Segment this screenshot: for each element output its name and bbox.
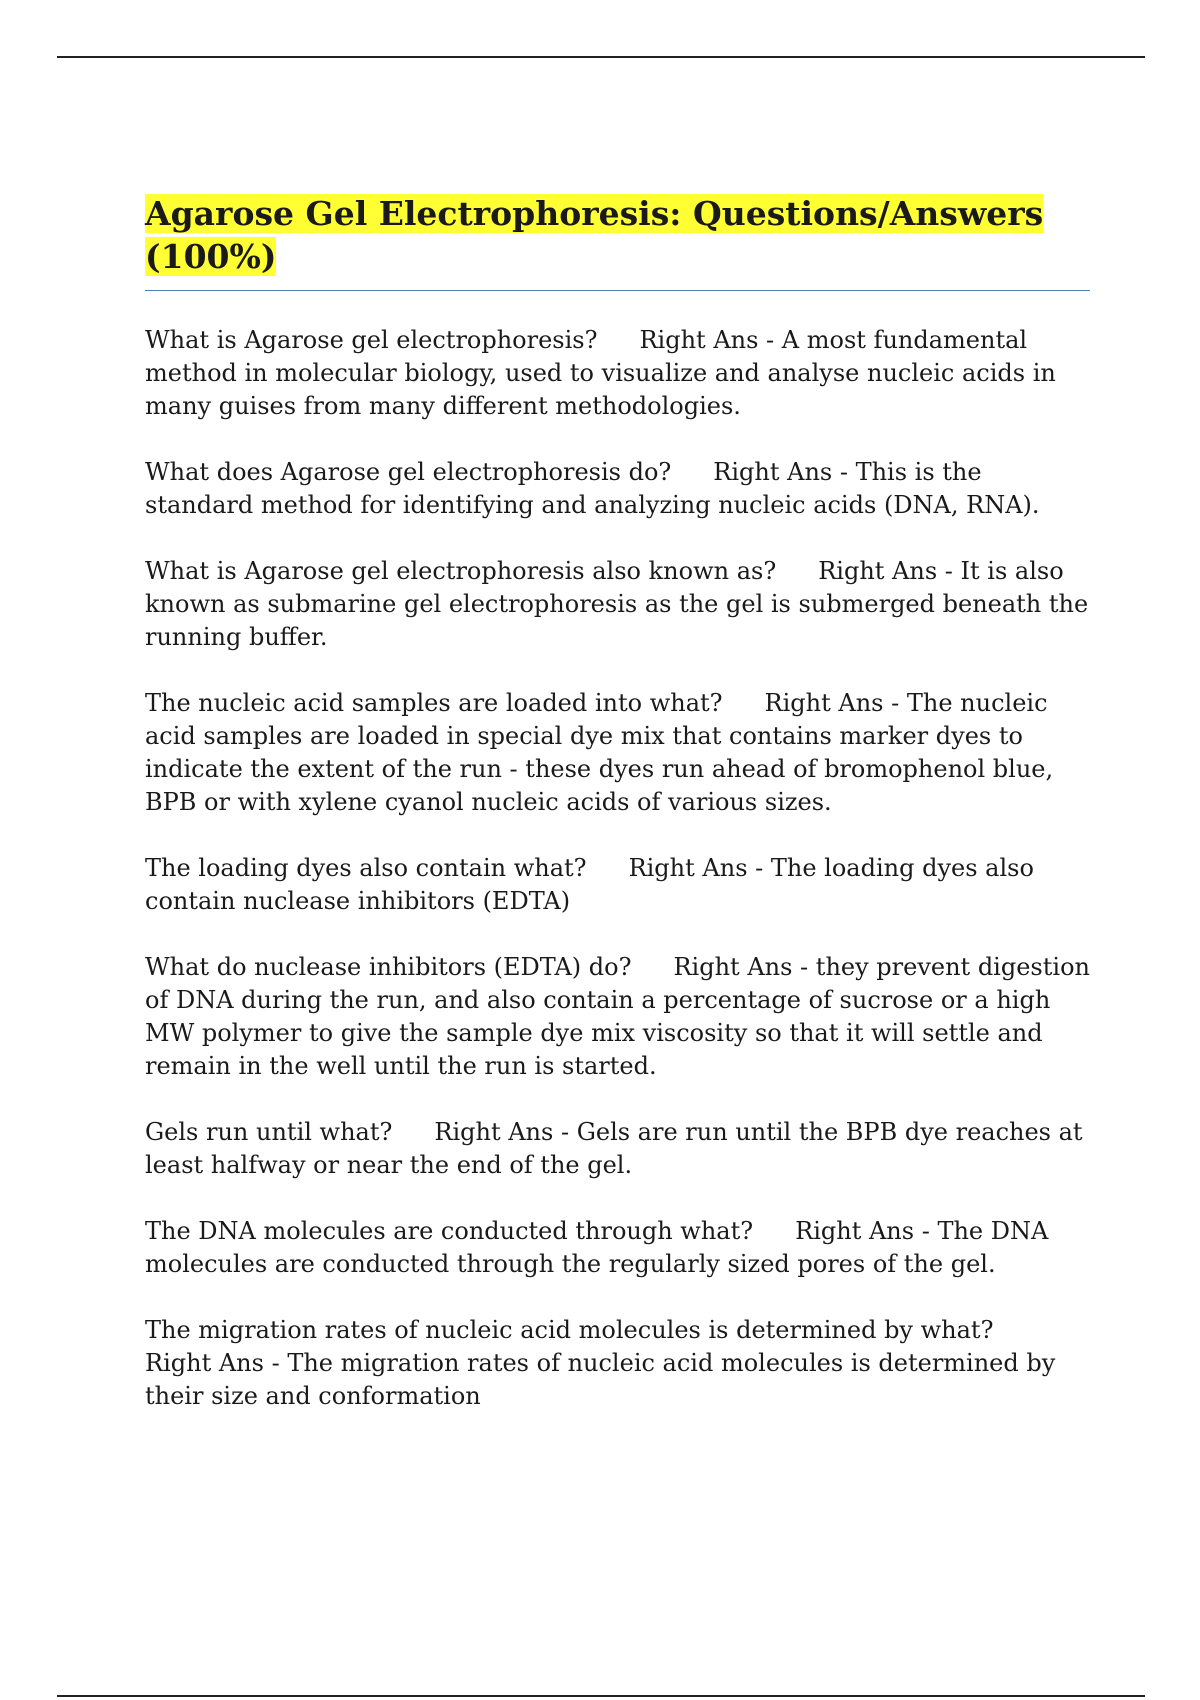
page-footer-rule <box>57 1695 1145 1697</box>
qa-item <box>145 1215 1090 1281</box>
answer-text: Right Ans - This is the standard method for identifying and analyzing nucleic acids (DNA, RNA). <box>145 458 1040 519</box>
document-title <box>145 192 1090 278</box>
question-text: The nucleic acid samples are loaded into what? <box>145 689 723 717</box>
question-text: What is Agarose gel electrophoresis? <box>145 326 598 354</box>
question-text: The loading dyes also contain what? <box>145 854 587 882</box>
question-text: Gels run until what? <box>145 1118 393 1146</box>
qa-item <box>145 951 1090 1083</box>
qa-item <box>145 324 1090 423</box>
answer-text: Right Ans - The nucleic acid samples are loaded in special dye mix that contains marker dyes to indicate the extent of the run - these dyes run ahead of bromophenol blue, BPB or with xylene cyanol nucleic acids of various sizes. <box>145 689 1054 816</box>
qa-item <box>145 1314 1090 1413</box>
qa-list <box>145 324 1090 1413</box>
answer-text: Right Ans - they prevent digestion of DNA during the run, and also contain a percentage of sucrose or a high MW polymer to give the sample dye mix viscosity so that it will settle and remain in the well until the run is started. <box>145 953 1090 1080</box>
answer-text: Right Ans - A most fundamental method in molecular biology, used to visualize and analyse nucleic acids in many guises from many different methodologies. <box>145 326 1056 420</box>
qa-item <box>145 852 1090 918</box>
answer-text: Right Ans - It is also known as submarine gel electrophoresis as the gel is submerged beneath the running buffer. <box>145 557 1089 651</box>
qa-item <box>145 687 1090 819</box>
page-header-rule <box>57 56 1145 58</box>
document-body <box>145 192 1090 1446</box>
question-text: The DNA molecules are conducted through what? <box>145 1217 754 1245</box>
question-text: What do nuclease inhibitors (EDTA) do? <box>145 953 632 981</box>
question-text: The migration rates of nucleic acid molecules is determined by what? <box>145 1316 994 1344</box>
qa-item <box>145 1116 1090 1182</box>
answer-text: Right Ans - Gels are run until the BPB dye reaches at least halfway or near the end of the gel. <box>145 1118 1083 1179</box>
qa-item <box>145 555 1090 654</box>
qa-item <box>145 456 1090 522</box>
answer-text: Right Ans - The migration rates of nucleic acid molecules is determined by their size and conformation <box>145 1349 1056 1410</box>
title-underline <box>145 290 1090 291</box>
question-text: What is Agarose gel electrophoresis also known as? <box>145 557 777 585</box>
answer-text: Right Ans - The loading dyes also contain nuclease inhibitors (EDTA) <box>145 854 1034 915</box>
title-highlight: Agarose Gel Electrophoresis: Questions/Answers (100%) <box>145 194 1044 276</box>
question-text: What does Agarose gel electrophoresis do? <box>145 458 672 486</box>
answer-text: Right Ans - The DNA molecules are conducted through the regularly sized pores of the gel. <box>145 1217 1049 1278</box>
